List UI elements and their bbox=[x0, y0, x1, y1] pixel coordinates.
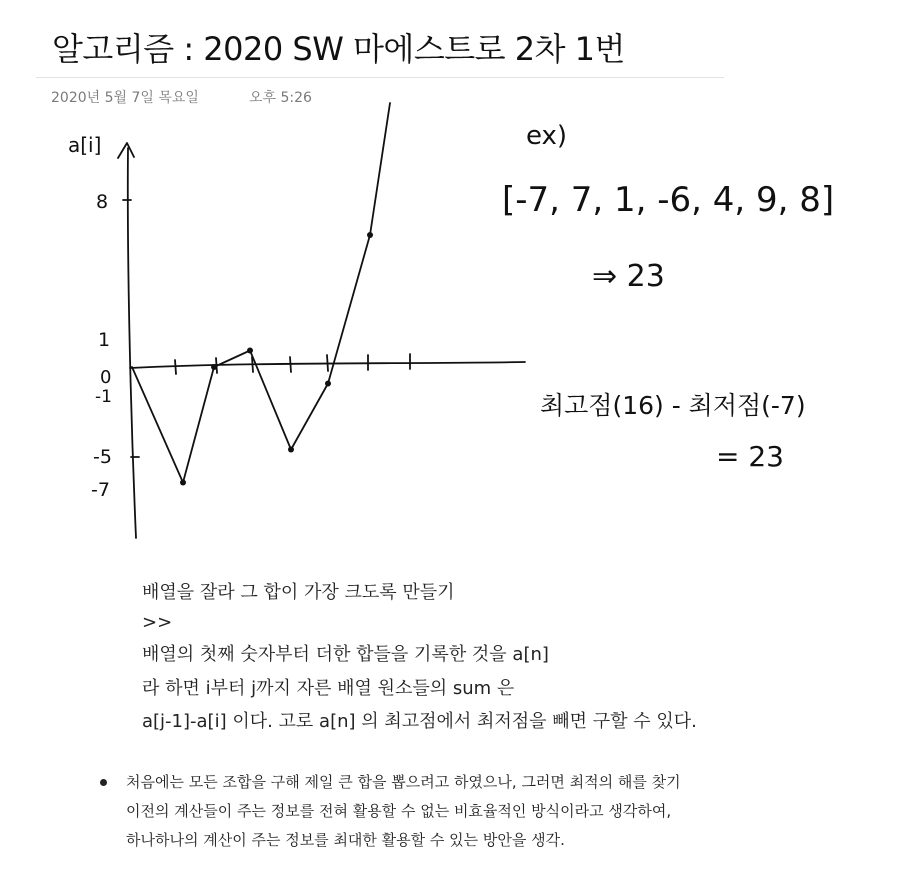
y-axis-line bbox=[128, 148, 136, 538]
x-tick bbox=[327, 355, 328, 371]
page-time: 오후 5:26 bbox=[249, 90, 312, 106]
formula-result: = 23 bbox=[716, 440, 784, 473]
prefix-sum-line bbox=[132, 103, 390, 483]
page-title: 알고리즘 : 2020 SW 마에스트로 2차 1번 bbox=[52, 30, 625, 68]
prefix-sum-point bbox=[325, 381, 331, 387]
y-tick-label: 1 bbox=[98, 329, 111, 351]
y-axis-arrow-icon bbox=[118, 143, 134, 158]
bullet-list bbox=[100, 768, 860, 855]
bullet-line: 처음에는 모든 조합을 구해 제일 큰 합을 뽑으려고 하였으나, 그러면 최적의 해를 찾기 bbox=[126, 773, 681, 791]
x-tick bbox=[175, 360, 176, 374]
prefix-sum-points bbox=[180, 232, 373, 486]
example-result: ⇒ 23 bbox=[592, 259, 665, 294]
y-axis-label: a[i] bbox=[68, 133, 102, 157]
prefix-sum-point bbox=[247, 348, 253, 354]
x-tick bbox=[290, 357, 291, 372]
example-label: ex) bbox=[526, 121, 568, 151]
note-line: 배열의 첫째 숫자부터 더한 합들을 기록한 것을 a[n] bbox=[142, 644, 549, 665]
bullet-icon bbox=[100, 779, 107, 786]
formula: 최고점(16) - 최저점(-7) bbox=[540, 391, 806, 420]
prefix-sum-point bbox=[211, 364, 217, 370]
prefix-sum-point bbox=[288, 447, 294, 453]
bullet-line: 이전의 계산들이 주는 정보를 전혀 활용할 수 없는 비효율적인 방식이라고 생각하여, bbox=[126, 802, 672, 820]
y-tick-label: -5 bbox=[93, 446, 112, 468]
bullet-item bbox=[100, 768, 860, 855]
prefix-sum-point bbox=[367, 232, 373, 238]
bullet-line: 하나하나의 계산이 주는 정보를 최대한 활용할 수 있는 방안을 생각. bbox=[126, 831, 565, 849]
example-array: [-7, 7, 1, -6, 4, 9, 8] bbox=[502, 180, 835, 220]
y-tick-label: -7 bbox=[91, 479, 110, 501]
page-date: 2020년 5월 7일 목요일 bbox=[51, 90, 199, 106]
note-line: 배열을 잘라 그 합이 가장 크도록 만들기 bbox=[142, 582, 455, 603]
note-line: >> bbox=[142, 612, 173, 633]
y-tick-label: -1 bbox=[95, 387, 112, 407]
note-line: a[j-1]-a[i] 이다. 고로 a[n] 의 최고점에서 최저점을 빼면 구할 수 있다. bbox=[142, 711, 697, 732]
y-tick-label: 0 bbox=[100, 367, 112, 388]
y-tick-label: 8 bbox=[96, 191, 109, 213]
prefix-sum-point bbox=[180, 480, 186, 486]
note-line: 라 하면 i부터 j까지 자른 배열 원소들의 sum 은 bbox=[142, 678, 515, 699]
